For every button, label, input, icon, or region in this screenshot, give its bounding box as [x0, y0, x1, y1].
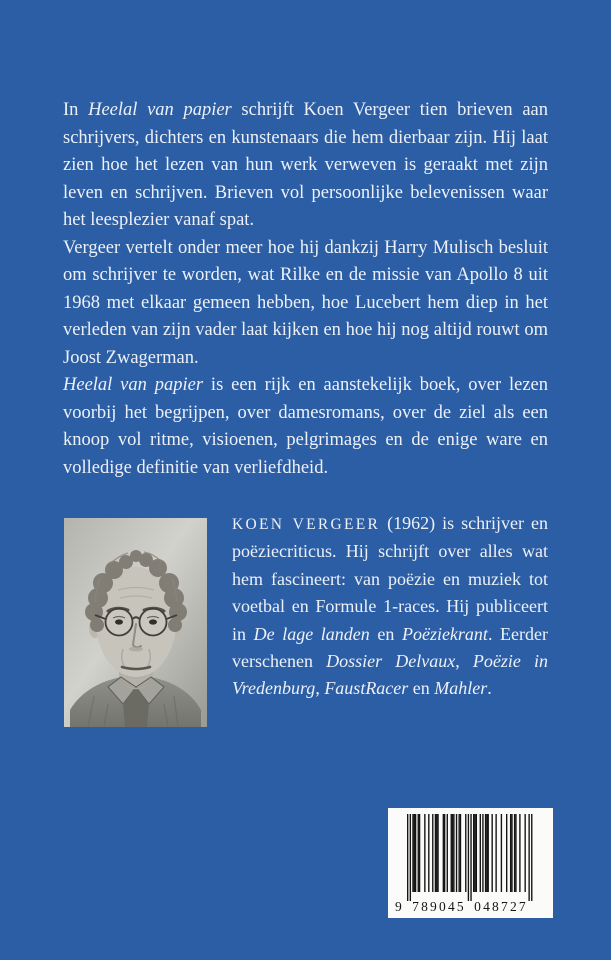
author-bio: KOEN VERGEER (1962) is schrijver en poëziecriticus. Hij schrijft over alles wat hem fascineert: van poëzie en muziek tot voetbal en Formule 1-races. Hij publiceert in De lage landen en Poëziekrant. Eerder verschenen Dossier Delvaux, Poëzie in Vredenburg, FaustRacer en Mahler. — [232, 513, 548, 699]
barcode-digit-left-group: 789045 — [412, 899, 466, 914]
blurb-paragraph: Heelal van papier is een rijk en aanstekelijk boek, over lezen voorbij het begrijpen, over damesromans, over de ziel als een knoop vol ritme, visioenen, pelgrimages en de enige ware en volledige definitie van verliefdheid. — [63, 375, 548, 478]
author-photo — [64, 518, 207, 727]
barcode-digit-right-group: 048727 — [474, 899, 528, 914]
barcode — [388, 808, 553, 918]
blurb-paragraph: In Heelal van papier schrijft Koen Vergeer tien brieven aan schrijvers, dichters en kunstenaars die hem dierbaar zijn. Hij laat zien hoe het lezen van hun werk verweven is geraakt met zijn leven en schrijven. Brieven vol persoonlijke belevenissen waar het leesplezier vanaf spat. — [63, 100, 548, 230]
author-portrait-illustration — [64, 518, 207, 727]
barcode-svg — [388, 808, 553, 918]
blurb — [63, 97, 548, 482]
barcode-digit-lead: 9 — [395, 899, 402, 914]
blurb-paragraph: Vergeer vertelt onder meer hoe hij dankzij Harry Mulisch besluit om schrijver te worden, wat Rilke en de missie van Apollo 8 uit 1968 met elkaar gemeen hebben, hoe Lucebert hem diep in het verleden van zijn vader laat kijken en hoe hij nog altijd rouwt om Joost Zwagerman. — [63, 237, 548, 368]
barcode-bars — [407, 814, 532, 901]
